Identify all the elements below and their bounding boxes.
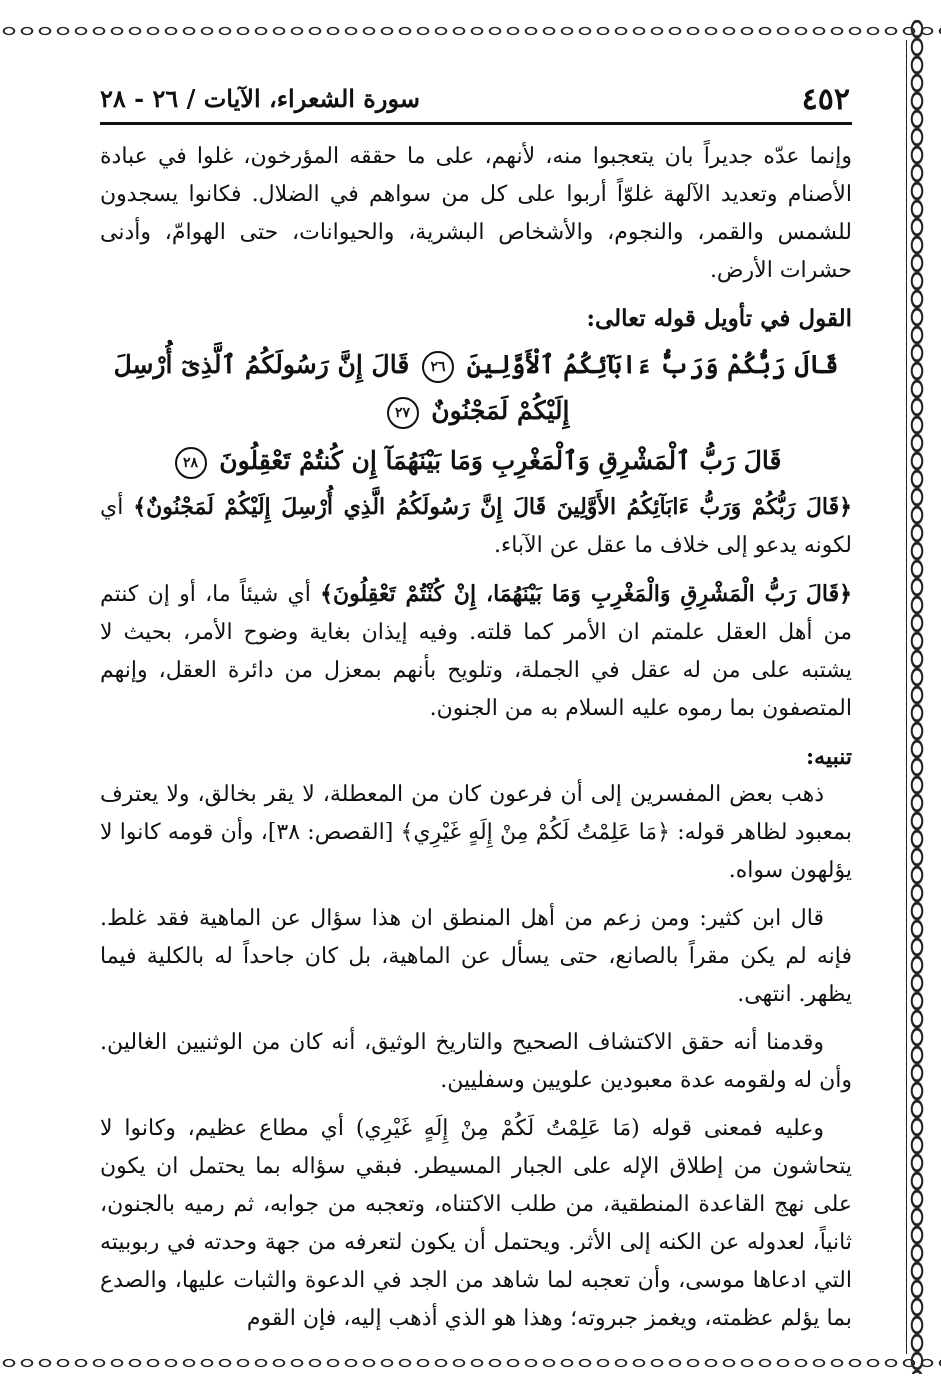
section-heading: القول في تأويل قوله تعالى: [586, 305, 852, 332]
verse-text-27: قَالَ إِنَّ رَسُولَكُمُ ٱلَّذِىٓ أُرْسِلَ إِلَيْكُمْ لَمَجْنُونٌ [113, 350, 570, 425]
ornamental-border-bottom [0, 1352, 941, 1374]
page-number: ٤٥٢ [801, 82, 850, 117]
commentary-text: أي لكونه يدعو إلى خلاف ما عقل عن الآباء. [100, 495, 852, 558]
note-heading: تنبيه: [806, 744, 852, 770]
running-title: سورة الشعراء، الآيات / ٢٦ - ٢٨ [100, 84, 420, 113]
paragraph-7: وعليه فمعنى قوله (مَا عَلِمْتُ لَكُمْ مِنْ إِلَهٍ غَيْرِي) أي مطاع عظيم، وكانوا لا يتحاشون من إطلاق الإله على الجبار المسيطر. فبقي سؤاله بما يحتمل ان يكون على نهج القاعدة المنطقية، من طلب الاكتناه، وتعجبه من جوابه، ثم رميه بالجنون، ثانياً، لعدوله عن الكنه إلى الأثر. ويحتمل أن يكون لتعرفه من جهة وحدته في ربوبيته التي ادعاها موسى، وأن تعجبه لما شاهد من الجد في الدعوة والثبات عليها، والصدع بما يؤلم عظمته، ويغمز جبروته؛ وهذا هو الذي أذهب إليه، فإن القوم [100, 1116, 852, 1331]
paragraph-5: قال ابن كثير: ومن زعم من أهل المنطق ان هذا سؤال عن الماهية فقد غلط. فإنه لم يكن مقراً بالصانع، حتى يسأل عن الماهية، بل كان جاحداً له بالكلية فيما يظهر. انتهى. [100, 906, 852, 1007]
page-body [100, 138, 852, 1338]
paragraph-3 [100, 575, 852, 728]
ornamental-border-right [906, 20, 928, 1374]
verse-number-marker: ٢٨ [175, 447, 207, 479]
verse-text-28: قَالَ رَبُّ ٱلْمَشْرِقِ وَٱلْمَغْرِبِ وَمَا بَيْنَهُمَآ إِن كُنتُمْ تَعْقِلُونَ [219, 446, 782, 475]
paragraph-4: ذهب بعض المفسرين إلى أن فرعون كان من المعطلة، لا يقر بخالق، ولا يعترف بمعبود لظاهر قوله: ﴿مَا عَلِمْتُ لَكُمْ مِنْ إِلَهٍ غَيْرِي﴾ [القصص: ٣٨]، وأن قومه كانوا لا يؤلهون سواه. [100, 782, 852, 883]
verse-text-26: قَالَ رَبُّكُمْ وَرَبُّ ءَابَآئِكُمُ ٱلْأَوَّلِينَ [466, 350, 839, 379]
verse-line-2 [100, 438, 852, 484]
header-rule [100, 122, 852, 125]
paragraph-1: وإنما عدّه جديراً بان يتعجبوا منه، لأنهم، على ما حققه المؤرخون، غلوا في عبادة الأصنام وتعديد الآلهة غلوّاً أربوا على كل من سواهم في الضلال. فكانوا يسجدون للشمس والقمر، والنجوم، والأشخاص البشرية، والحيوانات، حتى الهوامّ، وأدنى حشرات الأرض. [100, 144, 852, 283]
verse-line-1 [100, 342, 852, 434]
paragraph-6: وقدمنا أنه حقق الاكتشاف الصحيح والتاريخ الوثيق، أنه كان من الوثنيين الغالين. وأن له ولقومه عدة معبودين علويين وسفليين. [100, 1030, 852, 1093]
verse-number-marker: ٢٦ [422, 351, 454, 383]
page-header [100, 80, 850, 120]
ornamental-border-top [0, 20, 941, 42]
commentary-text: أي شيئاً ما، أو إن كنتم من أهل العقل علمتم ان الأمر كما قلته. وفيه إيذان بغاية وضوح الأمر، بحيث لا يشتبه على من له عقل في الجملة، وتلويح بأنهم بمعزل من دائرة العقل، وإنهم المتصفون بما رموه عليه السلام به من الجنون. [100, 582, 852, 721]
quoted-verse: ﴿قَالَ رَبُّ الْمَشْرِقِ وَالْمَغْرِبِ وَمَا بَيْنَهُمَا، إِنْ كُنْتُمْ تَعْقِلُونَ﴾ [320, 581, 852, 607]
quoted-verse: ﴿قَالَ رَبُّكُمْ وَرَبُّ ءَابَآئِكُمُ الأَوَّلِينَ قَالَ إِنَّ رَسُولَكُمُ الَّذِي أُرْسِلَ إِلَيْكُمْ لَمَجْنُونٌ﴾ [133, 494, 852, 520]
paragraph-2 [100, 488, 852, 565]
verse-number-marker: ٢٧ [387, 397, 419, 429]
